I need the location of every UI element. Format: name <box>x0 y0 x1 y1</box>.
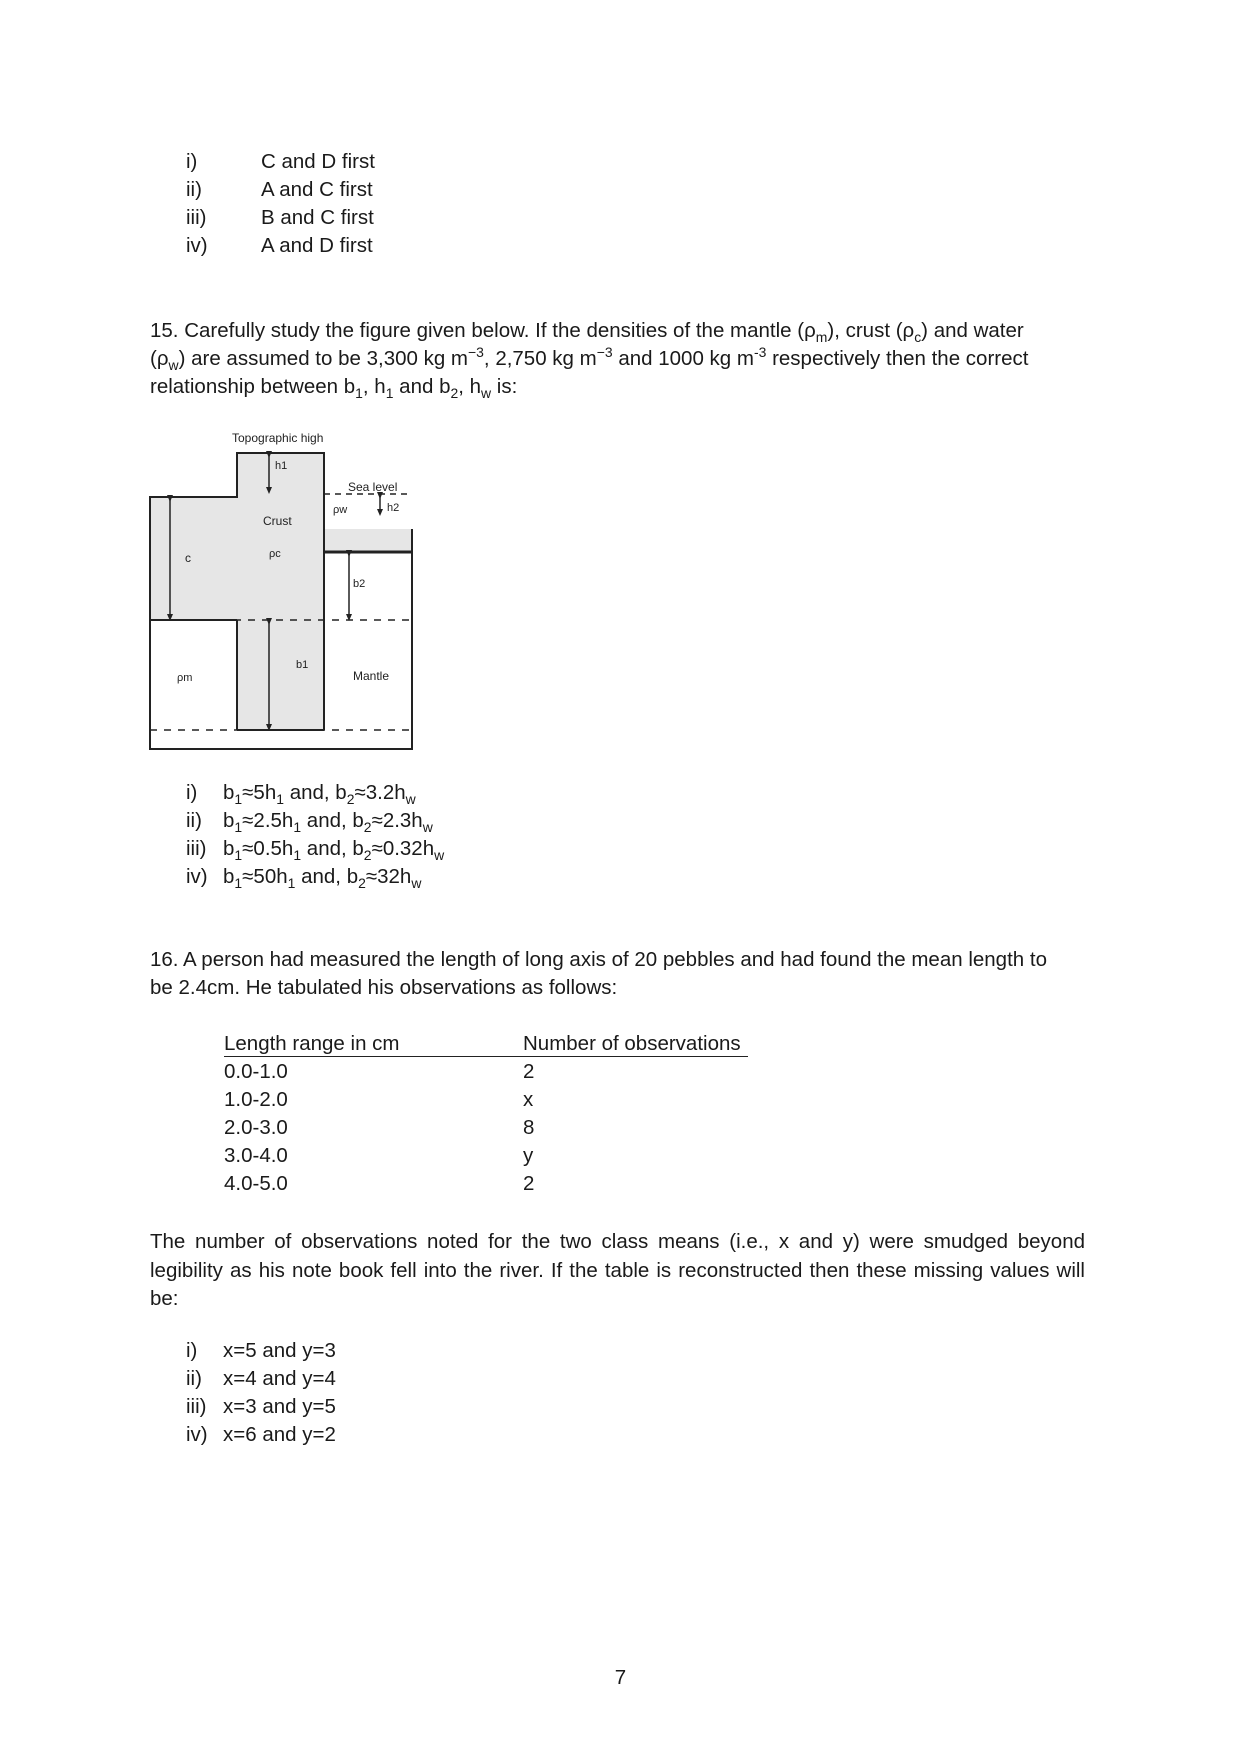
q15-line-1: 15. Carefully study the figure given below. If the densities of the mantle $(\rho_m)$, crust $(\rho_c)$ and water <box>150 319 1024 346</box>
prev-option-num: iv) <box>186 234 208 257</box>
isostasy-figure <box>145 425 425 760</box>
table-cell-range: 4.0-5.0 <box>224 1172 288 1195</box>
q15-option-num: ii) <box>186 809 202 832</box>
q15-option-text: $b_1\approx 5h_1$ and, $b_2\approx 3.2h_w$ <box>223 781 416 808</box>
q15-option-num: iv) <box>186 865 208 888</box>
rho-c-label: ρc <box>269 548 281 560</box>
b1-label: b1 <box>296 659 309 671</box>
table-cell-count: y <box>523 1144 534 1167</box>
b2-label: b2 <box>353 578 366 590</box>
q15-option-num: i) <box>186 781 198 804</box>
prev-option-text: A and C first <box>261 178 373 201</box>
h2-label: h2 <box>387 502 400 514</box>
mantle-label: Mantle <box>353 669 390 683</box>
table-cell-range: 2.0-3.0 <box>224 1116 288 1139</box>
rho-w-label: ρw <box>333 504 348 516</box>
prev-option-text: B and C first <box>261 206 374 229</box>
q16-option-num: i) <box>186 1339 198 1362</box>
prev-option-num: i) <box>186 150 198 173</box>
q16-line-1: 16. A person had measured the length of long axis of 20 pebbles and had found the mean length to <box>150 948 1047 971</box>
q16-option-text: x=3 and y=5 <box>223 1395 336 1418</box>
table-cell-range: 3.0-4.0 <box>224 1144 288 1167</box>
q16-line-2: be 2.4cm. He tabulated his observations as follows: <box>150 976 618 999</box>
q15-option-num: iii) <box>186 837 207 860</box>
q15-option-text: $b_1\approx 0.5h_1$ and, $b_2\approx 0.32h_w$ <box>223 837 445 864</box>
prev-option-text: C and D first <box>261 150 375 173</box>
rho-m-label: ρm <box>177 672 193 684</box>
q16-paragraph: The number of observations noted for the two class means (i.e., x and y) were smudged beyond legibility as his note book fell into the river. If the table is reconstructed then these missing values will be: <box>150 1230 1085 1310</box>
q16-option-text: x=5 and y=3 <box>223 1339 336 1362</box>
q16-option-num: iii) <box>186 1395 207 1418</box>
table-cell-range: 0.0-1.0 <box>224 1060 288 1083</box>
table-cell-range: 1.0-2.0 <box>224 1088 288 1111</box>
q16-option-text: x=4 and y=4 <box>223 1367 336 1390</box>
table-header-count: Number of observations <box>523 1032 741 1055</box>
page-number: 7 <box>614 1666 627 1689</box>
q16-option-text: x=6 and y=2 <box>223 1423 336 1446</box>
q15-option-text: $b_1\approx 50h_1$ and, $b_2\approx 32h_w$ <box>223 865 422 892</box>
crust-label: Crust <box>263 514 292 528</box>
topographic-high-label: Topographic high <box>232 431 324 445</box>
q15-line-3: relationship between $b_1$, $h_1$ and $b_2$, $h_w$ is: <box>150 375 518 402</box>
q16-option-num: iv) <box>186 1423 208 1446</box>
prev-option-text: A and D first <box>261 234 373 257</box>
q15-option-text: $b_1\approx 2.5h_1$ and, $b_2\approx 2.3h_w$ <box>223 809 433 836</box>
table-cell-count: 8 <box>523 1116 535 1139</box>
q16-option-num: ii) <box>186 1367 202 1390</box>
sea-level-label: Sea level <box>348 480 398 494</box>
c-label: c <box>185 551 191 565</box>
q15-line-2: $(\rho_w)$ are assumed to be 3,300 kg $m^{-3}$, 2,750 kg $m^{-3}$ and 1000 kg $m^{-3}$ respectively then the correct <box>150 344 1029 374</box>
table-cell-count: x <box>523 1088 534 1111</box>
table-header-rule <box>224 1056 748 1057</box>
h1-label: h1 <box>275 460 288 472</box>
table-cell-count: 2 <box>523 1060 535 1083</box>
table-header-length: Length range in cm <box>224 1032 400 1055</box>
prev-option-num: ii) <box>186 178 202 201</box>
table-cell-count: 2 <box>523 1172 535 1195</box>
prev-option-num: iii) <box>186 206 207 229</box>
